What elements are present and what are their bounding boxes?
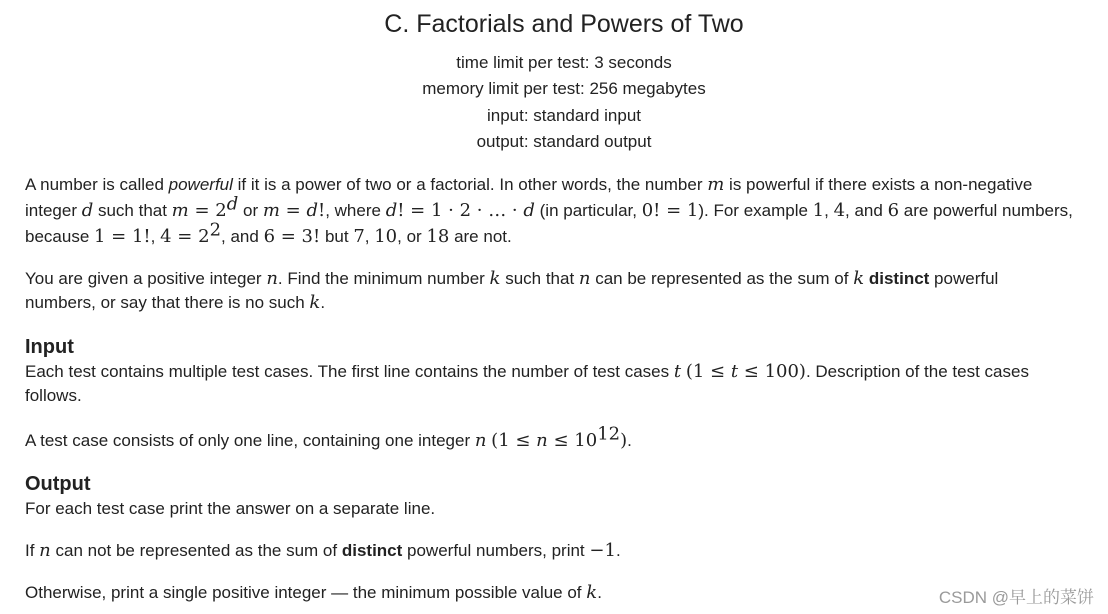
output-paragraph-2: If n can not be represented as the sum of distinct powerful numbers, print −1. <box>25 540 621 561</box>
output-paragraph-3: Otherwise, print a single positive integer — the minimum possible value of k. <box>25 582 602 603</box>
time-limit: time limit per test: 3 seconds <box>456 53 672 72</box>
input-paragraph-2: A test case consists of only one line, containing one integer n $(1 \le n \le 10^{12})$. <box>25 423 632 451</box>
input-paragraph-1: Each test contains multiple test cases. The first line contains the number of test cases t (1 ≤ t ≤ 100). Description of the test cases follows. <box>25 361 1029 405</box>
input-heading: Input <box>25 336 74 358</box>
statement-paragraph-2: You are given a positive integer n. Find the minimum number k such that n can be represented as the sum of k distinct powerful numbers, or say that there is no such k. <box>25 268 999 313</box>
output-spec: output: standard output <box>476 132 652 151</box>
problem-title: C. Factorials and Powers of Two <box>384 10 744 38</box>
output-paragraph-1: For each test case print the answer on a separate line. <box>25 499 436 518</box>
memory-limit: memory limit per test: 256 megabytes <box>422 79 706 98</box>
watermark: CSDN @早上的菜饼 <box>938 588 1094 607</box>
output-heading: Output <box>25 473 91 495</box>
input-spec: input: standard input <box>486 106 642 125</box>
statement-paragraph-1: A number is called powerful if it is a power of two or a factorial. In other words, the number m is powerful if there exists a non-negative integer d such that $m = 2^d$ or m = d!, where d! = 1 · 2 · … · d (in particular, 0! = 1). For example 1, 4, and 6 are powerful numbers, because 1 = 1!, $4 = 2^2$, and 6 = 3! but 7, 10, or 18 are not. <box>25 174 1073 247</box>
